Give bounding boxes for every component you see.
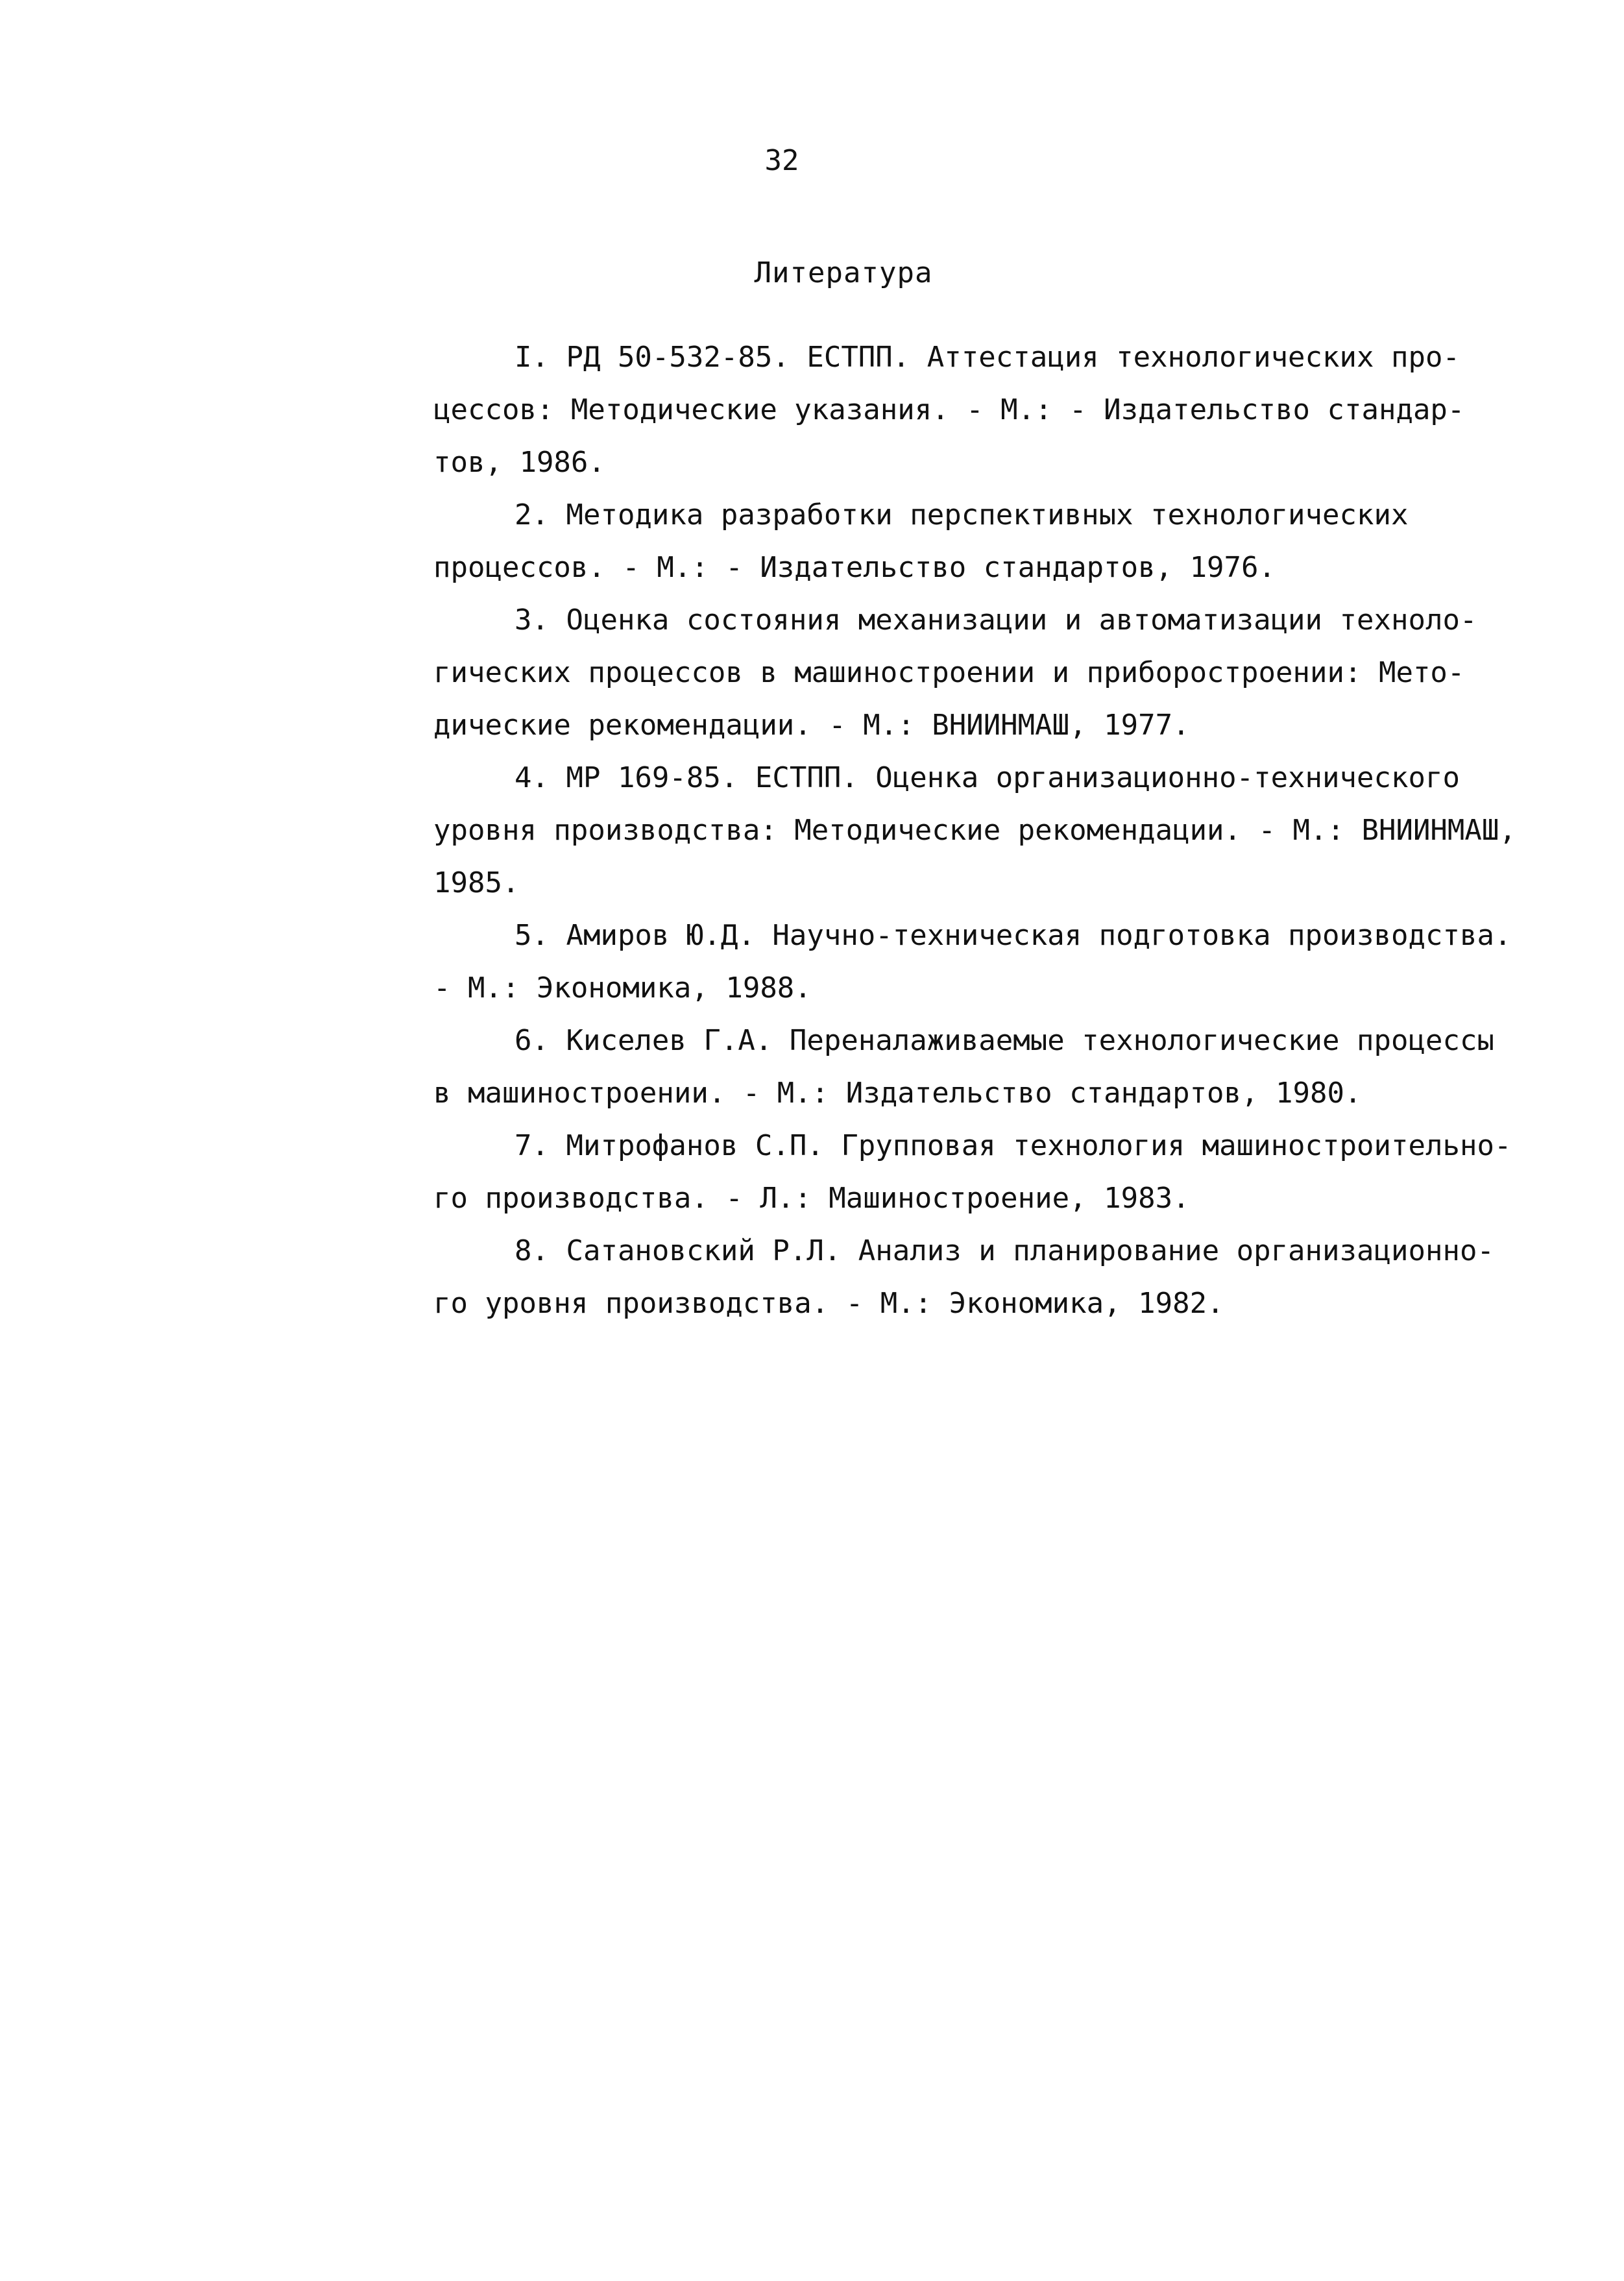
reference-line: - М.: Экономика, 1988.	[433, 971, 812, 1005]
reference-line: 8. Сатановский Р.Л. Анализ и планирование организационно-	[515, 1234, 1494, 1267]
reference-line: го производства. - Л.: Машиностроение, 1983.	[433, 1182, 1190, 1215]
reference-line: 3. Оценка состояния механизации и автоматизации техноло-	[515, 604, 1477, 637]
reference-line: I. РД 50-532-85. ЕСТПП. Аттестация технологических про-	[515, 341, 1460, 374]
reference-line: в машиностроении. - М.: Издательство стандартов, 1980.	[433, 1077, 1362, 1110]
reference-item-3	[433, 594, 1477, 751]
page-number: 32	[764, 144, 799, 177]
reference-line: цессов: Методические указания. - М.: - Издательство стандар-	[433, 393, 1465, 426]
reference-item-1	[433, 331, 1465, 489]
reference-list	[433, 331, 1516, 1330]
reference-item-5	[433, 909, 1512, 1014]
reference-line: гических процессов в машиностроении и приборостроении: Мето-	[433, 656, 1465, 689]
reference-line: го уровня производства. - М.: Экономика, 1982.	[433, 1287, 1224, 1320]
reference-line: 6. Киселев Г.А. Переналаживаемые технологические процессы	[515, 1024, 1494, 1057]
reference-item-7	[433, 1119, 1512, 1225]
reference-item-8	[433, 1225, 1494, 1330]
reference-item-2	[433, 489, 1459, 594]
section-heading: Литература	[754, 256, 933, 289]
reference-line: 7. Митрофанов С.П. Групповая технология машиностроительно-	[515, 1129, 1512, 1162]
reference-line: 1985.	[433, 866, 520, 899]
reference-line: тов, 1986.	[433, 446, 605, 479]
reference-item-4	[433, 751, 1516, 909]
reference-line: 2. Методика разработки перспективных технологических	[515, 498, 1409, 531]
reference-line: уровня производства: Методические рекомендации. - М.: ВНИИНМАШ,	[433, 814, 1516, 847]
reference-line: 5. Амиров Ю.Д. Научно-техническая подготовка производства.	[515, 919, 1512, 952]
reference-item-6	[433, 1014, 1494, 1119]
reference-line: процессов. - М.: - Издательство стандартов, 1976.	[433, 551, 1276, 584]
reference-line: дические рекомендации. - М.: ВНИИНМАШ, 1977.	[433, 709, 1190, 742]
reference-line: 4. МР 169-85. ЕСТПП. Оценка организационно-технического	[515, 761, 1460, 794]
